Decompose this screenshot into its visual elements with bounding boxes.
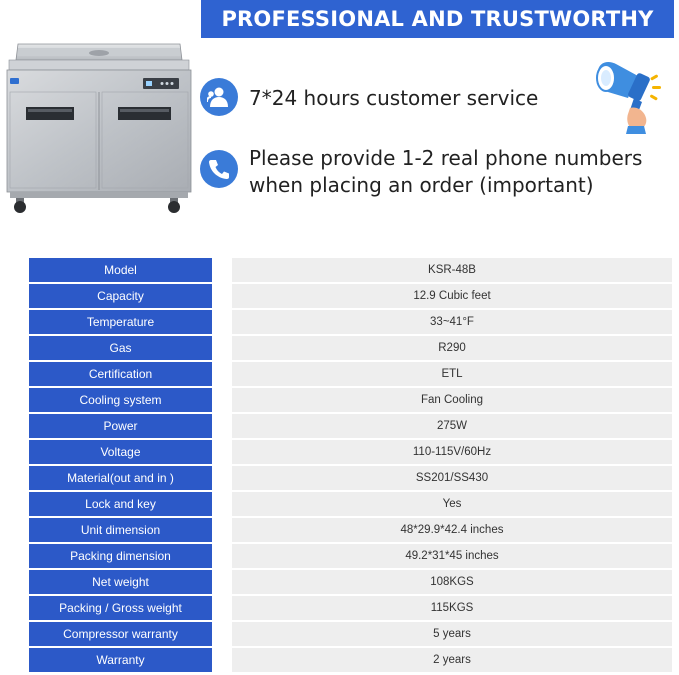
spec-label: Capacity xyxy=(29,284,212,308)
spec-value: 110-115V/60Hz xyxy=(232,440,672,464)
spec-value: 2 years xyxy=(232,648,672,672)
spec-value: KSR-48B xyxy=(232,258,672,282)
spec-label: Power xyxy=(29,414,212,438)
spec-row xyxy=(29,414,672,438)
spec-value: 115KGS xyxy=(232,596,672,620)
spec-label: Material(out and in ) xyxy=(29,466,212,490)
spec-label: Warranty xyxy=(29,648,212,672)
spec-row xyxy=(29,440,672,464)
spec-label: Lock and key xyxy=(29,492,212,516)
spec-label: Compressor warranty xyxy=(29,622,212,646)
spec-label: Packing / Gross weight xyxy=(29,596,212,620)
spec-label: Gas xyxy=(29,336,212,360)
spec-value: Yes xyxy=(232,492,672,516)
spec-row xyxy=(29,362,672,386)
spec-value: 108KGS xyxy=(232,570,672,594)
spec-label: Packing dimension xyxy=(29,544,212,568)
spec-label: Voltage xyxy=(29,440,212,464)
spec-row xyxy=(29,258,672,282)
feature-phone-line-1: Please provide 1-2 real phone numbers xyxy=(249,146,643,170)
spec-label: Cooling system xyxy=(29,388,212,412)
spec-row xyxy=(29,492,672,516)
spec-value: SS201/SS430 xyxy=(232,466,672,490)
banner-title: PROFESSIONAL AND TRUSTWORTHY xyxy=(221,7,654,31)
spec-value: 48*29.9*42.4 inches xyxy=(232,518,672,542)
spec-value: 12.9 Cubic feet xyxy=(232,284,672,308)
spec-label: Certification xyxy=(29,362,212,386)
spec-row xyxy=(29,596,672,620)
spec-row xyxy=(29,336,672,360)
spec-value: 275W xyxy=(232,414,672,438)
spec-row xyxy=(29,544,672,568)
refrigerator-image xyxy=(4,40,194,215)
spec-value: ETL xyxy=(232,362,672,386)
spec-row xyxy=(29,284,672,308)
spec-row xyxy=(29,466,672,490)
spec-label: Unit dimension xyxy=(29,518,212,542)
spec-row xyxy=(29,388,672,412)
spec-value: 5 years xyxy=(232,622,672,646)
spec-label: Net weight xyxy=(29,570,212,594)
spec-row xyxy=(29,570,672,594)
feature-service-text: 7*24 hours customer service xyxy=(249,86,539,110)
spec-value: 33~41°F xyxy=(232,310,672,334)
spec-row xyxy=(29,622,672,646)
phone-icon xyxy=(200,150,238,188)
feature-phone-line-2: when placing an order (important) xyxy=(249,173,594,197)
spec-row xyxy=(29,518,672,542)
spec-label: Model xyxy=(29,258,212,282)
spec-row xyxy=(29,310,672,334)
spec-value: R290 xyxy=(232,336,672,360)
spec-row xyxy=(29,648,672,672)
spec-table xyxy=(29,258,672,674)
spec-value: Fan Cooling xyxy=(232,388,672,412)
customer-service-icon xyxy=(200,78,238,116)
megaphone-icon xyxy=(594,56,666,134)
header-banner xyxy=(201,0,674,38)
spec-label: Temperature xyxy=(29,310,212,334)
spec-value: 49.2*31*45 inches xyxy=(232,544,672,568)
